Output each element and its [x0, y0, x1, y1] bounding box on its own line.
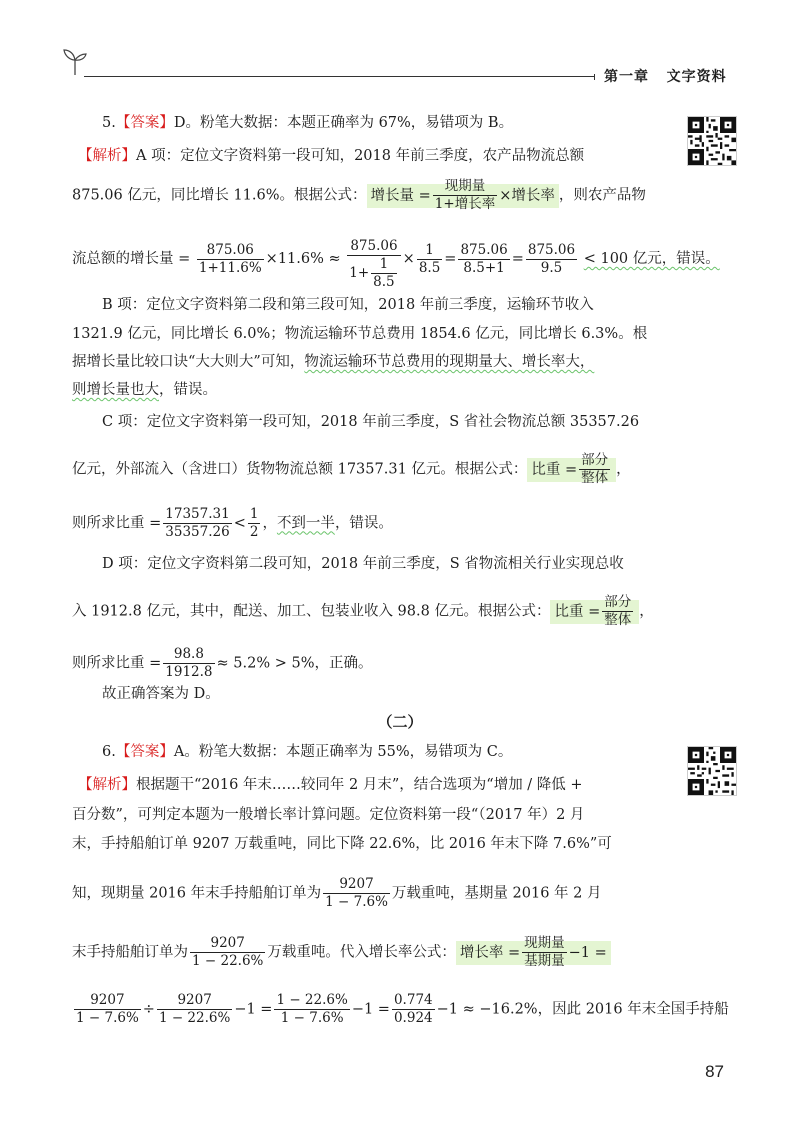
- compound-fraction: [347, 238, 400, 291]
- answer-text: A。粉笔大数据：本题正确率为 55%，易错项为 C。: [173, 744, 513, 760]
- fraction: [248, 506, 261, 541]
- fraction: [392, 992, 435, 1027]
- denominator: 8.5: [373, 274, 395, 290]
- numerator: 17357.31: [165, 506, 230, 522]
- formula-lhs: 比重 =: [531, 461, 578, 478]
- text-line: [72, 992, 729, 1027]
- sprout-icon: [62, 46, 88, 76]
- denominator: 基期量: [524, 953, 565, 969]
- analysis-line: [78, 775, 583, 795]
- denominator: 1 − 7.6%: [280, 1010, 344, 1026]
- text: 知，现期量 2016 年末手持船舶订单为: [72, 885, 322, 902]
- page-number: 87: [705, 1062, 724, 1081]
- text: 末手持船舶订单为: [72, 944, 188, 961]
- text: 875.06 亿元，同比增长 11.6%。根据公式：: [72, 187, 367, 204]
- header-rule: [84, 76, 594, 77]
- text: ≈ 5.2% > 5%，正确。: [216, 655, 373, 672]
- question-number: 5.: [102, 115, 116, 131]
- text: 则所求比重 =: [72, 655, 162, 672]
- numerator: 部分: [604, 594, 632, 610]
- analysis-line: [78, 146, 584, 166]
- growth-rate-formula: [456, 935, 611, 969]
- text: −1 =: [234, 1001, 273, 1018]
- denominator: 1+增长率: [434, 196, 496, 212]
- numerator: 1: [249, 506, 259, 522]
- formula-rhs: −1 =: [568, 944, 607, 961]
- fraction: [526, 242, 577, 277]
- numerator: 875.06: [460, 241, 508, 258]
- section-title: （二）: [377, 713, 423, 731]
- text: < 100 亿元，错误。: [583, 251, 720, 267]
- denominator: 8.5: [418, 259, 441, 276]
- text: D 项：定位文字资料第二段可知，2018 年前三季度，S 省物流相关行业实现总收: [102, 556, 624, 572]
- fraction: [522, 935, 567, 970]
- ratio-formula: [550, 594, 639, 628]
- text-line: [72, 646, 372, 681]
- text: 万载重吨，基期量 2016 年 2 月: [391, 885, 602, 902]
- text: ，: [616, 461, 631, 478]
- denominator: 35357.26: [165, 524, 230, 540]
- header-rule-tick: [594, 74, 595, 80]
- q6-answer-line: [102, 742, 512, 762]
- answer-tag: 【答案】: [115, 115, 174, 131]
- text: 流总额的增长量 =: [72, 251, 191, 267]
- numerator: 9207: [157, 992, 232, 1010]
- text: 入 1912.8 亿元，其中，配送、加工、包装业收入 98.8 亿元。根据公式：: [72, 603, 551, 620]
- fraction: [274, 992, 349, 1027]
- denominator: [347, 256, 400, 291]
- fraction: [157, 992, 232, 1027]
- fraction: [458, 242, 509, 277]
- fraction: [433, 178, 497, 213]
- numerator: 现期量: [433, 178, 497, 196]
- denominator: 1+11.6%: [198, 259, 262, 276]
- fraction: [163, 646, 214, 681]
- text: ，则农产品物: [558, 187, 646, 204]
- denominator: 2: [249, 524, 259, 540]
- emphasis: 则增长量也大: [72, 382, 159, 398]
- denominator: 1 − 7.6%: [325, 894, 388, 910]
- text: A 项：定位文字资料第一段可知，2018 年前三季度，农产品物流总额: [136, 148, 585, 164]
- fraction: [190, 935, 265, 970]
- formula-lhs: 增长量 =: [370, 187, 431, 204]
- denominator: 1 − 22.6%: [192, 953, 264, 969]
- text-line: [72, 594, 654, 629]
- text: ×11.6% ≈: [265, 251, 341, 267]
- text: 百分数”，可判定本题为一般增长率计算问题。定位资料第一段“（2017 年）2 月: [72, 807, 585, 823]
- denominator: 1 − 22.6%: [158, 1010, 231, 1026]
- formula-rhs: ×增长率: [499, 187, 555, 204]
- denominator: 整体: [581, 470, 609, 486]
- numerator: 9207: [74, 992, 141, 1010]
- analysis-tag: 【解析】: [78, 148, 136, 164]
- emphasis: 物流运输环节总费用的现期量大、增长率大，: [304, 354, 595, 370]
- text-line: [72, 506, 393, 541]
- numerator: 1 − 22.6%: [276, 992, 348, 1008]
- fraction: [197, 242, 264, 277]
- text: 根据题干“2016 年末……较同年 2 月末”，结合选项为“增加 / 降低 +: [136, 777, 583, 793]
- numerator: 875.06: [197, 242, 264, 260]
- fraction: [74, 992, 141, 1027]
- denominator: 1912.8: [165, 664, 213, 680]
- formula-lhs: 增长率 =: [459, 944, 521, 961]
- numerator: 1: [417, 242, 442, 260]
- text: ，: [639, 603, 654, 620]
- fraction: [417, 242, 442, 277]
- fraction: [602, 594, 633, 629]
- denominator: 整体: [604, 612, 632, 628]
- text: 据增长量比较口诀“大大则大”可知，: [72, 354, 305, 370]
- numerator: 部分: [581, 452, 609, 468]
- fraction: [163, 506, 231, 541]
- analysis-line: [72, 178, 646, 213]
- analysis-line: [72, 238, 720, 291]
- text: ，: [262, 515, 277, 532]
- q5-answer-line: [102, 113, 513, 133]
- text: 1321.9 亿元，同比增长 6.0%；物流运输环节总费用 1854.6 亿元，同比增长 6.3%。根: [72, 326, 648, 342]
- numerator: 875.06: [527, 241, 576, 258]
- denominator-part: 1+: [349, 265, 370, 281]
- numerator: 9207: [323, 876, 390, 894]
- answer-text: D。粉笔大数据：本题正确率为 67%，易错项为 B。: [173, 115, 514, 131]
- text: −1 ≈ −16.2%，因此 2016 年末全国手持船: [436, 1001, 729, 1018]
- text: ÷: [142, 1001, 155, 1018]
- text: =: [511, 251, 524, 267]
- ratio-formula: [527, 452, 616, 486]
- numerator: 现期量: [524, 935, 565, 951]
- text-line: [72, 935, 611, 970]
- qr-code-icon[interactable]: [687, 746, 737, 796]
- formula-lhs: 比重 =: [554, 603, 601, 620]
- text-line: [72, 380, 217, 400]
- numerator: 875.06: [347, 238, 400, 256]
- text: ，错误。: [159, 382, 217, 398]
- fraction: [579, 452, 610, 487]
- denominator: 1 − 7.6%: [76, 1010, 139, 1026]
- text: C 项：定位文字资料第一段可知，2018 年前三季度，S 省社会物流总额 35357.26: [102, 414, 640, 430]
- numerator: 1: [371, 256, 396, 274]
- text: ，错误。: [334, 515, 393, 532]
- text-line: [72, 876, 601, 911]
- nested-fraction: [371, 256, 396, 291]
- text: −1 =: [351, 1001, 390, 1018]
- text-line: [72, 452, 631, 487]
- denominator: 9.5: [540, 259, 563, 276]
- numerator: 98.8: [163, 646, 214, 664]
- qr-code-icon[interactable]: [687, 116, 737, 166]
- emphasis: 不到一半: [276, 515, 335, 532]
- text: ×: [402, 251, 415, 267]
- numerator: 9207: [190, 935, 265, 953]
- answer-tag: 【答案】: [115, 744, 174, 760]
- chapter-title: 第一章 文字资料: [604, 69, 727, 85]
- denominator: 0.924: [393, 1010, 433, 1026]
- text: 则所求比重 =: [72, 515, 162, 532]
- fraction: [323, 876, 390, 911]
- growth-formula: [367, 178, 559, 212]
- denominator: 8.5+1: [463, 259, 505, 276]
- text: =: [444, 251, 457, 267]
- text-line: [72, 352, 594, 372]
- text: <: [233, 515, 246, 532]
- question-number: 6.: [102, 744, 116, 760]
- text: B 项：定位文字资料第二段和第三段可知，2018 年前三季度，运输环节收入: [102, 297, 594, 313]
- text: 万载重吨。代入增长率公式：: [267, 944, 456, 961]
- conclusion: 故正确答案为 D。: [102, 686, 220, 702]
- analysis-tag: 【解析】: [78, 777, 136, 793]
- numerator: 0.774: [393, 992, 433, 1008]
- text: 亿元，外部流入（含进口）货物物流总额 17357.31 亿元。根据公式：: [72, 461, 528, 478]
- text: 末，手持船舶订单 9207 万载重吨，同比下降 22.6%，比 2016 年末下降 7.6%”可: [72, 836, 612, 852]
